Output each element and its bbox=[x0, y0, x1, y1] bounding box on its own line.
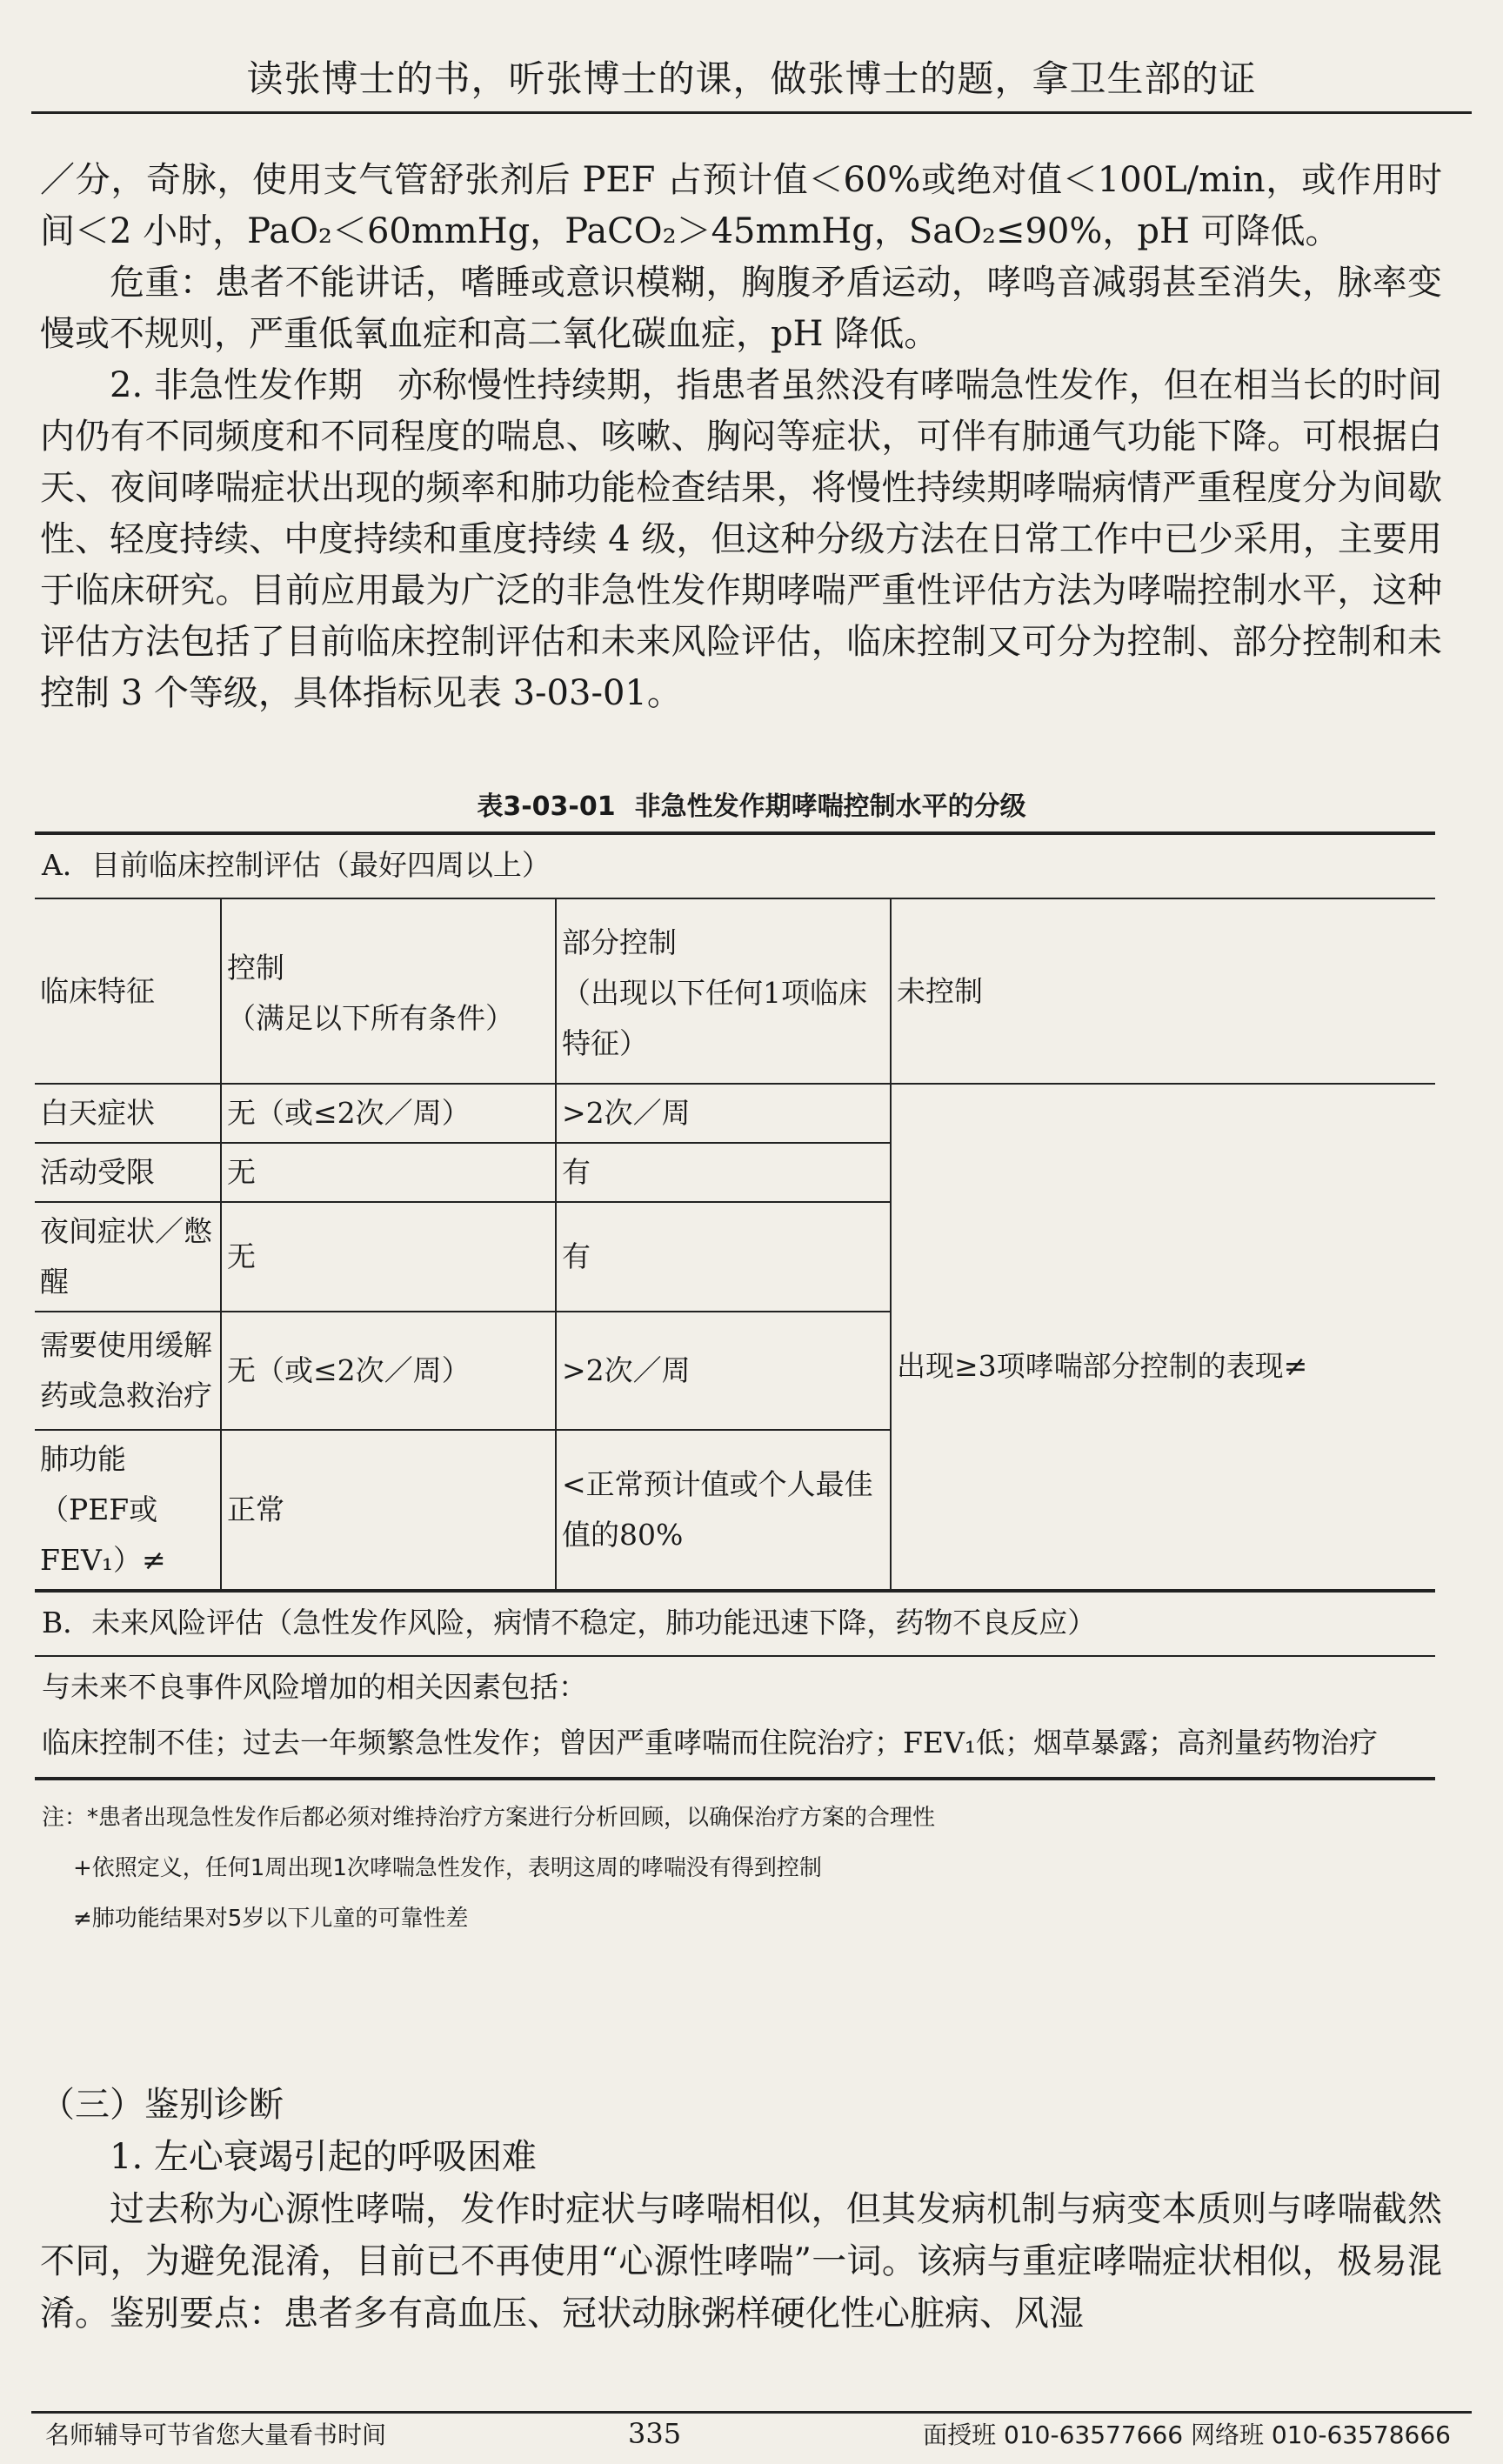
section-b-title: B．未来风险评估（急性发作风险，病情不稳定，肺功能迅速下降，药物不良反应） bbox=[42, 1606, 1097, 1639]
differential-diagnosis-section bbox=[40, 2079, 1442, 2340]
cell-controlled: 无 bbox=[221, 1143, 556, 1202]
risk-factors: 临床控制不佳；过去一年频繁急性发作；曾因严重哮喘而住院治疗；FEV₁低；烟草暴露；高剂量药物治疗 bbox=[42, 1726, 1379, 1760]
page-footer bbox=[45, 2416, 1451, 2451]
control-table bbox=[35, 899, 1435, 1591]
table-number: 表3-03-01 bbox=[477, 791, 616, 822]
footer-slogan: 名师辅导可节省您大量看书时间 bbox=[45, 2421, 387, 2449]
cell-partial: <正常预计值或个人最佳值的80% bbox=[556, 1430, 891, 1590]
cell-feature: 白天症状 bbox=[35, 1084, 221, 1143]
table-row bbox=[35, 1143, 1435, 1202]
section-subheading: 1. 左心衰竭引起的呼吸困难 bbox=[110, 2137, 537, 2177]
footer-contact: 面授班 010-63577666 网络班 010-63578666 bbox=[923, 2421, 1451, 2449]
cell-controlled: 无（或≤2次／周） bbox=[221, 1312, 556, 1430]
cell-uncontrolled bbox=[891, 1084, 1435, 1143]
body-text bbox=[40, 155, 1442, 719]
cell-controlled: 无 bbox=[221, 1202, 556, 1312]
footer-rule bbox=[31, 2411, 1472, 2414]
cell-partial: >2次／周 bbox=[556, 1084, 891, 1143]
header-partial: 部分控制 （出现以下任何1项临床特征） bbox=[556, 899, 891, 1084]
cell-uncontrolled-note: 出现≥3项哮喘部分控制的表现≠ bbox=[891, 1143, 1435, 1590]
running-header: 读张博士的书，听张博士的课，做张博士的题，拿卫生部的证 bbox=[246, 57, 1257, 100]
note-line: +依照定义，任何1周出现1次哮喘急性发作，表明这周的哮喘没有得到控制 bbox=[73, 1855, 822, 1881]
header-rule bbox=[31, 111, 1472, 114]
table-row bbox=[35, 1084, 1435, 1143]
header-feature: 临床特征 bbox=[35, 899, 221, 1084]
table-caption bbox=[0, 785, 1503, 823]
note-line: ≠肺功能结果对5岁以下儿童的可靠性差 bbox=[73, 1906, 469, 1932]
risk-intro: 与未来不良事件风险增加的相关因素包括： bbox=[42, 1670, 587, 1704]
cell-partial: 有 bbox=[556, 1143, 891, 1202]
cell-partial: 有 bbox=[556, 1202, 891, 1312]
cell-feature: 活动受限 bbox=[35, 1143, 221, 1202]
header-uncontrolled: 未控制 bbox=[891, 899, 1435, 1084]
cell-feature: 肺功能（PEF或FEV₁）≠ bbox=[35, 1430, 221, 1590]
cell-controlled: 正常 bbox=[221, 1430, 556, 1590]
table-title: 非急性发作期哮喘控制水平的分级 bbox=[634, 791, 1026, 822]
paragraph-non-acute: 2. 非急性发作期 亦称慢性持续期，指患者虽然没有哮喘急性发作，但在相当长的时间内仍有不同频度和不同程度的喘息、咳嗽、胸闷等症状，可伴有肺通气功能下降。可根据白天、夜间哮喘症状出现的频率和肺功能检查结果，将慢性持续期哮喘病情严重程度分为间歇性、轻度持续、中度持续和重度持续 4 级，但这种分级方法在日常工作中已少采用，主要用于临床研究。目前应用最为广泛的非急性发作期哮喘严重性评估方法为哮喘控制水平，这种评估方法包括了目前临床控制评估和未来风险评估，临床控制又可分为控制、部分控制和未控制 3 个等级，具体指标见表 3-03-01。 bbox=[40, 365, 1442, 713]
header-controlled: 控制 （满足以下所有条件） bbox=[221, 899, 556, 1084]
section-heading: （三）鉴别诊断 bbox=[40, 2085, 284, 2125]
cell-feature: 需要使用缓解药或急救治疗 bbox=[35, 1312, 221, 1430]
paragraph-severe-continued: ／分，奇脉，使用支气管舒张剂后 PEF 占预计值＜60%或绝对值＜100L/min，或作用时间＜2 小时，PaO₂＜60mmHg，PaCO₂＞45mmHg，SaO₂≤90%，pH 可降低。 bbox=[40, 160, 1442, 251]
table-notes bbox=[35, 1780, 1435, 1944]
cell-feature: 夜间症状／憋醒 bbox=[35, 1202, 221, 1312]
section-paragraph: 过去称为心源性哮喘，发作时症状与哮喘相似，但其发病机制与病变本质则与哮喘截然不同，为避免混淆，目前已不再使用“心源性哮喘”一词。该病与重症哮喘症状相似，极易混淆。鉴别要点：患者多有高血压、冠状动脉粥样硬化性心脏病、风湿 bbox=[40, 2189, 1442, 2334]
control-level-table bbox=[35, 831, 1435, 1944]
table-header-row bbox=[35, 899, 1435, 1084]
cell-partial: >2次／周 bbox=[556, 1312, 891, 1430]
note-line: 注：*患者出现急性发作后都必须对维持治疗方案进行分析回顾，以确保治疗方案的合理性 bbox=[42, 1805, 936, 1831]
paragraph-critical: 危重：患者不能讲话，嗜睡或意识模糊，胸腹矛盾运动，哮鸣音减弱甚至消失，脉率变慢或不规则，严重低氧血症和高二氧化碳血症，pH 降低。 bbox=[40, 263, 1442, 354]
section-a-title: A．目前临床控制评估（最好四周以上） bbox=[42, 848, 551, 882]
page-number: 335 bbox=[628, 2417, 682, 2450]
cell-controlled: 无（或≤2次／周） bbox=[221, 1084, 556, 1143]
